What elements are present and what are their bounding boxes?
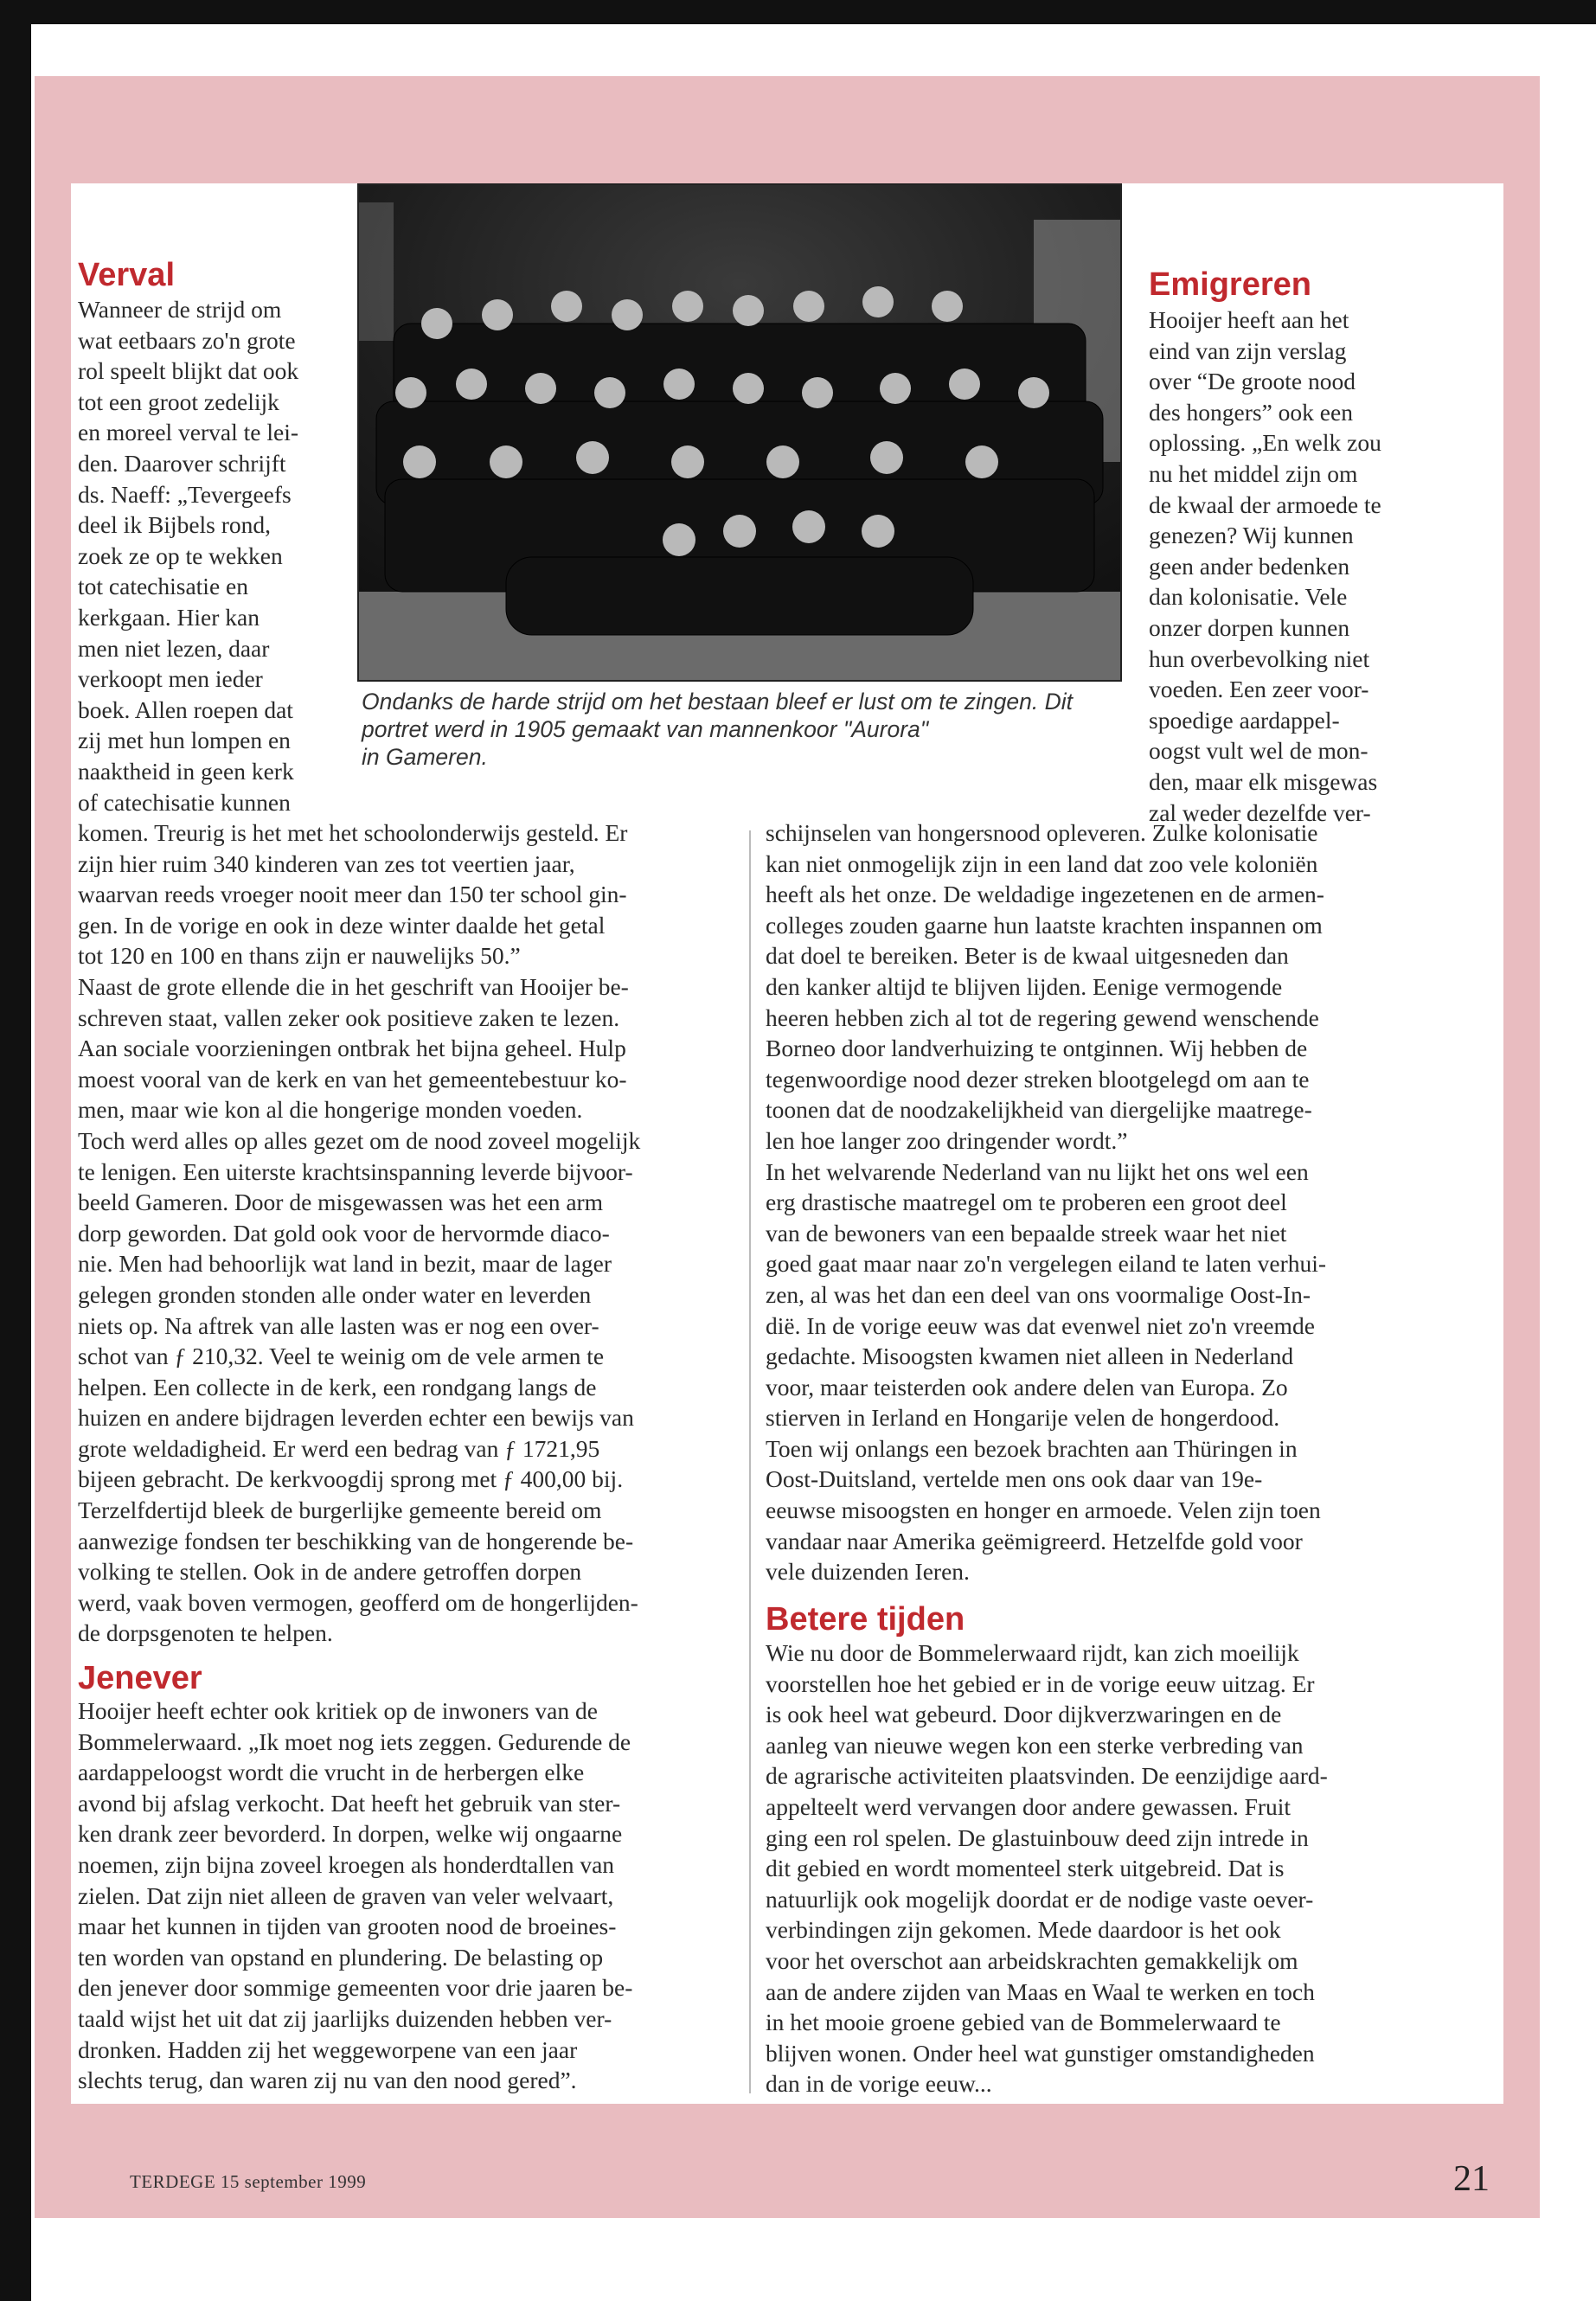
text-line: verbindingen zijn gekomen. Mede daardoor is het ook (766, 1916, 1281, 1944)
text-line: blijven wonen. Onder heel wat gunstiger omstandigheden (766, 2039, 1315, 2067)
heading-verval: Verval (78, 257, 175, 293)
scan-border-left (0, 0, 31, 2301)
text-line: genezen? Wij kunnen (1149, 522, 1354, 549)
text-line: Hooijer heeft echter ook kritiek op de inwoners van de (78, 1697, 598, 1724)
text-line: In het welvarende Nederland van nu lijkt het ons wel een (766, 1157, 1309, 1185)
choir-photo (357, 183, 1122, 682)
text-line: zoek ze op te wekken (78, 542, 283, 569)
choir-photo-image (359, 185, 1120, 680)
text-line: dit gebied en wordt momenteel sterk uitgebreid. Dat is (766, 1855, 1285, 1882)
heading-betere-tijden: Betere tijden (766, 1601, 965, 1638)
text-line: taald wijst het uit dat zij jaarlijks duizenden hebben ver- (78, 2004, 612, 2032)
verval-intro (78, 294, 298, 817)
text-line: den, maar elk misgewas (1149, 767, 1378, 795)
text-line: zijn hier ruim 340 kinderen van zes tot veertien jaar, (78, 849, 575, 877)
jenever-body (78, 1695, 632, 2096)
text-line: aardappeloogst wordt die vrucht in de herbergen elke (78, 1759, 585, 1786)
text-line: of catechisatie kunnen (78, 788, 291, 816)
text-line: nie. Men had behoorlijk wat land in bezit, maar de lager (78, 1250, 612, 1278)
text-line: wat eetbaars zo'n grote (78, 326, 296, 354)
text-line: grote weldadigheid. Er werd een bedrag van ƒ 1721,95 (78, 1434, 600, 1462)
heading-jenever: Jenever (78, 1660, 202, 1696)
text-line: voor het overschot aan arbeidskrachten gemakkelijk om (766, 1946, 1298, 1974)
text-line: huizen en andere bijdragen leverden echter een bewijs van (78, 1404, 634, 1432)
caption-line: in Gameren. (362, 744, 488, 770)
text-line: vele duizenden Ieren. (766, 1558, 970, 1586)
text-line: gen. In de vorige en ook in deze winter daalde het getal (78, 911, 606, 939)
text-line: bijeen gebracht. De kerkvoogdij sprong met ƒ 400,00 bij. (78, 1465, 624, 1493)
text-line: spoedige aardappel- (1149, 706, 1340, 734)
text-line: Wanneer de strijd om (78, 296, 282, 323)
text-line: eeuwse misoogsten en honger en armoede. Velen zijn toen (766, 1497, 1321, 1524)
text-line: den jenever door sommige gemeenten voor drie jaaren be- (78, 1974, 633, 2002)
text-line: aanleg van nieuwe wegen kon een sterke verbreding van (766, 1731, 1304, 1759)
text-line: komen. Treurig is het met het schoolonderwijs gesteld. Er (78, 819, 628, 846)
text-line: schot van ƒ 210,32. Veel te weinig om de vele armen te (78, 1343, 605, 1370)
text-line: toonen dat de noodzakelijkheid van diergelijke maatrege- (766, 1096, 1312, 1124)
text-line: dorp geworden. Dat gold ook voor de hervormde diaco- (78, 1219, 610, 1247)
text-line: is ook heel wat gebeurd. Door dijkverzwaringen en de (766, 1701, 1282, 1728)
text-line: dat doel te bereiken. Beter is de kwaal uitgesneden dan (766, 942, 1289, 970)
text-line: de dorpsgenoten te helpen. (78, 1619, 333, 1647)
text-line: dronken. Hadden zij het weggeworpene van een jaar (78, 2035, 578, 2063)
scan-border-top (0, 0, 1596, 24)
text-line: schreven staat, vallen zeker ook positieve zaken te lezen. (78, 1003, 620, 1031)
text-line: moest vooral van de kerk en van het gemeentebestuur ko- (78, 1065, 627, 1093)
text-line: ds. Naeff: „Tevergeefs (78, 480, 292, 508)
text-line: zij met hun lompen en (78, 727, 291, 754)
text-line: voor, maar teisterden ook andere delen van Europa. Zo (766, 1373, 1288, 1400)
text-line: en moreel verval te lei- (78, 419, 299, 446)
text-line: voeden. Een zeer voor- (1149, 676, 1369, 703)
text-line: erg drastische maatregel om te proberen een groot deel (766, 1189, 1287, 1216)
text-line: Aan sociale voorzieningen ontbrak het bijna geheel. Hulp (78, 1035, 626, 1062)
text-line: oogst vult wel de mon- (1149, 737, 1368, 765)
text-line: hun overbevolking niet (1149, 644, 1370, 672)
text-line: werd, vaak boven vermogen, geofferd om de hongerlijden- (78, 1588, 638, 1616)
text-line: colleges zouden gaarne hun laatste krachten inspannen om (766, 911, 1323, 939)
text-line: Naast de grote ellende die in het geschrift van Hooijer be- (78, 972, 629, 1000)
text-line: te lenigen. Een uiterste krachtsinspanning leverde bijvoor- (78, 1157, 633, 1185)
text-line: tegenwoordige nood dezer streken blootgelegd om aan te (766, 1065, 1310, 1093)
text-line: noemen, zijn bijna zoveel kroegen als honderdtallen van (78, 1850, 615, 1878)
text-line: avond bij afslag verkocht. Dat heeft het gebruik van ster- (78, 1789, 621, 1817)
text-line: verkoopt men ieder (78, 665, 263, 693)
text-line: over “De groote nood (1149, 368, 1356, 395)
text-line: helpen. Een collecte in de kerk, een rondgang langs de (78, 1373, 597, 1400)
text-line: ging een rol spelen. De glastuinbouw deed zijn intrede in (766, 1823, 1309, 1851)
text-line: onzer dorpen kunnen (1149, 613, 1350, 641)
emigreren-intro (1149, 304, 1381, 828)
text-line: heeren hebben zich al tot de regering gewend wenschende (766, 1003, 1319, 1031)
text-line: tot een groot zedelijk (78, 388, 279, 415)
text-line: geen ander bedenken (1149, 552, 1350, 580)
text-line: zal weder dezelfde ver- (1149, 798, 1371, 826)
text-line: goed gaat maar naar zo'n vergelegen eiland te laten verhui- (766, 1250, 1327, 1278)
text-line: boek. Allen roepen dat (78, 695, 293, 723)
text-line: gelegen gronden stonden alle onder water en leverden (78, 1280, 592, 1308)
text-line: niets op. Na aftrek van alle lasten was er nog een over- (78, 1311, 599, 1339)
text-line: aan de andere zijden van Maas en Waal te werken en toch (766, 1977, 1315, 2005)
text-line: schijnselen van hongersnood opleveren. Zulke kolonisatie (766, 819, 1318, 846)
text-line: stierven in Ierland en Hongarije velen de hongerdood. (766, 1404, 1280, 1432)
text-line: nu het middel zijn om (1149, 459, 1358, 487)
text-line: rol speelt blijkt dat ook (78, 357, 299, 385)
text-line: dan kolonisatie. Vele (1149, 583, 1348, 611)
text-line: de kwaal der armoede te (1149, 490, 1381, 518)
text-line: beeld Gameren. Door de misgewassen was het een arm (78, 1189, 604, 1216)
text-line: slechts terug, dan waren zij nu van den nood gered”. (78, 2067, 577, 2094)
text-line: kan niet onmogelijk zijn in een land dat zoo vele koloniën (766, 849, 1318, 877)
text-line: Borneo door landverhuizing te ontginnen. Wij hebben de (766, 1035, 1308, 1062)
text-line: aanwezige fondsen ter beschikking van de hongerende be- (78, 1527, 634, 1554)
text-line: zen, al was het dan een deel van ons voormalige Oost-In- (766, 1280, 1311, 1308)
text-line: tot catechisatie en (78, 573, 248, 600)
text-line: maar het kunnen in tijden van grooten nood de broeines- (78, 1913, 617, 1940)
text-line: Toen wij onlangs een bezoek brachten aan Thüringen in (766, 1434, 1298, 1462)
text-line: appelteelt werd vervangen door andere gewassen. Fruit (766, 1792, 1292, 1820)
photo-caption (362, 688, 1123, 771)
text-line: Toch werd alles op alles gezet om de nood zoveel mogelijk (78, 1126, 641, 1154)
text-line: waarvan reeds vroeger nooit meer dan 150 ter school gin- (78, 881, 627, 908)
text-line: ken drank zeer bevorderd. In dorpen, welke wij ongaarne (78, 1820, 623, 1848)
text-line: men niet lezen, daar (78, 634, 270, 662)
text-line: tot 120 en 100 en thans zijn er nauwelijks 50.” (78, 942, 521, 970)
page-number: 21 (1453, 2159, 1490, 2199)
text-line: Terzelfdertijd bleek de burgerlijke gemeente bereid om (78, 1497, 602, 1524)
text-line: gedachte. Misoogsten kwamen niet alleen in Nederland (766, 1343, 1294, 1370)
caption-line: Ondanks de harde strijd om het bestaan bleef er lust om te zingen. Dit (362, 689, 1073, 715)
text-line: des hongers” ook een (1149, 398, 1353, 426)
text-line: deel ik Bijbels rond, (78, 511, 272, 539)
text-line: den. Daarover schrijft (78, 449, 286, 477)
text-line: oplossing. „En welk zou (1149, 429, 1381, 457)
text-line: volking te stellen. Ook in de andere getroffen dorpen (78, 1558, 582, 1586)
betere-tijden-body (766, 1638, 1328, 2099)
heading-emigreren: Emigreren (1149, 266, 1311, 303)
text-line: heeft als het onze. De weldadige ingezetenen en de armen- (766, 881, 1324, 908)
text-line: eind van zijn verslag (1149, 336, 1347, 364)
text-line: van de bewoners van een bepaalde streek waar het niet (766, 1219, 1287, 1247)
text-line: vandaar naar Amerika geëmigreerd. Hetzelfde gold voor (766, 1527, 1303, 1554)
text-line: dan in de vorige eeuw... (766, 2070, 992, 2098)
text-line: Wie nu door de Bommelerwaard rijdt, kan zich moeilijk (766, 1639, 1299, 1666)
text-line: ten worden van opstand en plundering. De belasting op (78, 1943, 604, 1971)
column-divider (749, 830, 751, 2093)
text-line: kerkgaan. Hier kan (78, 603, 260, 631)
emigreren-body (766, 817, 1326, 1587)
text-line: de agrarische activiteiten plaatsvinden. De eenzijdige aard- (766, 1762, 1328, 1790)
text-line: len hoe langer zoo dringender wordt.” (766, 1126, 1128, 1154)
text-line: men, maar wie kon al die hongerige monden voeden. (78, 1096, 583, 1124)
verval-body (78, 817, 640, 1649)
text-line: dië. In de vorige eeuw was dat evenwel niet zo'n vreemde (766, 1311, 1315, 1339)
text-line: zielen. Dat zijn niet alleen de graven van veler welvaart, (78, 1881, 614, 1909)
text-line: natuurlijk ook mogelijk doordat er de nodige vaste oever- (766, 1885, 1314, 1913)
text-line: Hooijer heeft aan het (1149, 306, 1349, 333)
text-line: Oost-Duitsland, vertelde men ons ook daar van 19e- (766, 1465, 1263, 1493)
text-line: naaktheid in geen kerk (78, 757, 294, 785)
text-line: Bommelerwaard. „Ik moet nog iets zeggen. Gedurende de (78, 1727, 631, 1755)
text-line: in het mooie groene gebied van de Bommelerwaard te (766, 2009, 1281, 2036)
text-line: voorstellen hoe het gebied er in de vorige eeuw uitzag. Er (766, 1670, 1315, 1697)
text-line: den kanker altijd te blijven lijden. Eenige vermogende (766, 972, 1283, 1000)
footer-publication: TERDEGE 15 september 1999 (130, 2171, 367, 2192)
caption-line: portret werd in 1905 gemaakt van mannenkoor "Aurora" (362, 716, 929, 742)
